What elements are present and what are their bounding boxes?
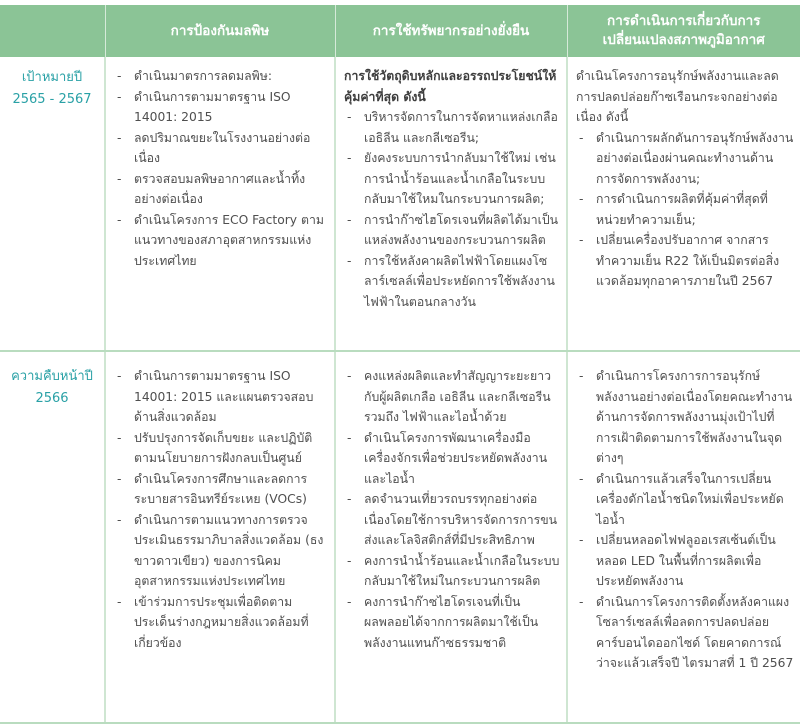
table-row-targets [0,57,800,351]
row-label-targets [0,57,105,351]
row-label-line1: ความคืบหน้าปี [11,369,93,384]
environment-goals-table [0,5,800,724]
list-item: - ดำเนินโครงการ ECO Factory ตามแนวทางของสภาอุตสาหกรรมแห่งประเทศไทย [114,210,328,272]
list-item: - บริหารจัดการในการจัดหาแหล่งเกลือ เอธิลีน และกลีเซอรีน; [344,107,560,148]
list-item: - ดำเนินการโครงการการอนุรักษ์พลังงานอย่างต่อเนื่องโดยคณะทำงานด้านการจัดการพลังงานมุ่งเป้าไปที่การเฝ้าติดตามการใช้พลังงานในจุดต่างๆ [576,366,794,469]
list-item: - คงแหล่งผลิตและทำสัญญาระยะยาวกับผู้ผลิตเกลือ เอธิลีน และกลีเซอรีน รวมถึง ไฟฟ้าและไอน้ำด้วย [344,366,560,428]
cell-progress-pollution [105,351,335,723]
header-pollution-prevention: การป้องกันมลพิษ [105,5,335,57]
header-row [0,5,800,57]
bullet-list [576,128,794,292]
bullet-list [114,66,328,271]
list-item: - ดำเนินโครงการศึกษาและลดการระบายสารอินทรีย์ระเหย (VOCs) [114,469,328,510]
cell-intro: การใช้วัตถุดิบหลักและอรรถประโยชน์ให้คุ้มค่าที่สุด ดังนี้ [344,69,557,104]
list-item: - ดำเนินการตามแนวทางการตรวจประเมินธรรมาภิบาลสิ่งแวดล้อม (ธงขาวดาวเขียว) ของการนิคมอุตสาหกรรมแห่งประเทศไทย [114,510,328,592]
list-item: - ปรับปรุงการจัดเก็บขยะ และปฏิบัติตามนโยบายการฝังกลบเป็นศูนย์ [114,428,328,469]
header-climate-change: การดำเนินการเกี่ยวกับการเปลี่ยนแปลงสภาพภูมิอากาศ [567,5,800,57]
list-item: - การดำเนินการผลิตที่คุ้มค่าที่สุดที่หน่วยทำความเย็น; [576,189,794,230]
list-item: - ดำเนินการตามมาตรฐาน ISO 14001: 2015 [114,87,328,128]
bullet-list [344,366,560,653]
list-item: - ลดจำนวนเที่ยวรถบรรทุกอย่างต่อเนื่องโดยใช้การบริหารจัดการการขนส่งและโลจิสติกส์ที่มีประสิทธิภาพ [344,489,560,551]
row-label-progress [0,351,105,723]
bullet-list [576,366,794,674]
bullet-list [114,366,328,653]
cell-progress-climate [567,351,800,723]
list-item: - ดำเนินการแล้วเสร็จในการเปลี่ยนเครื่องดักไอน้ำชนิดใหม่เพื่อประหยัดไอน้ำ [576,469,794,531]
list-item: - ยังคงระบบการนำกลับมาใช้ใหม่ เช่น การนำน้ำร้อนและน้ำเกลือในระบบกลับมาใช้ใหมในกระบวนการผลิต; [344,148,560,210]
table-row-progress [0,351,800,723]
list-item: - ดำเนินการผลักดันการอนุรักษ์พลังงานอย่างต่อเนื่องผ่านคณะทำงานด้านการจัดการพลังงาน; [576,128,794,190]
row-label-line2: 2566 [35,391,69,406]
list-item: - คงการนำน้ำร้อนและน้ำเกลือในระบบกลับมาใช้ใหม่ในกระบวนการผลิต [344,551,560,592]
list-item: - ดำเนินการโครงการติดตั้งหลังคาแผงโซลาร์เซลล์เพื่อลดการปลดปล่อยคาร์บอนไดออกไซด์ โดยคาดการณ์ว่าจะแล้วเสร็จปี ไตรมาสที่ 1 ปี 2567 [576,592,794,674]
cell-targets-climate [567,57,800,351]
list-item: - คงการนำก๊าซไฮโดรเจนที่เป็นผลพลอยได้จากการผลิตมาใช้เป็นพลังงานแทนก๊าซธรรมชาติ [344,592,560,654]
row-label-line2: 2565 - 2567 [12,92,92,107]
bullet-list [344,107,560,312]
row-label-line1: เป้าหมายปี [21,70,83,85]
list-item: - การนำก๊าซไฮโดรเจนที่ผลิตได้มาเป็นแหล่งพลังงานของกระบวนการผลิต [344,210,560,251]
cell-intro: ดำเนินโครงการอนุรักษ์พลังงานและลดการปลดปล่อยก๊าซเรือนกระจกอย่างต่อเนื่อง ดังนี้ [576,69,779,124]
list-item: - ดำเนินโครงการพัฒนาเครื่องมือเครื่องจักรเพื่อช่วยประหยัดพลังงานและไอน้ำ [344,428,560,490]
header-sustainable-resources: การใช้ทรัพยากรอย่างยั่งยืน [335,5,567,57]
header-blank [0,5,105,57]
list-item: - เข้าร่วมการประชุมเพื่อติดตามประเด็นร่างกฎหมายสิ่งแวดล้อมที่เกี่ยวข้อง [114,592,328,654]
cell-progress-resources [335,351,567,723]
list-item: - ตรวจสอบมลพิษอากาศและน้ำทิ้งอย่างต่อเนื่อง [114,169,328,210]
list-item: - ลดปริมาณขยะในโรงงานอย่างต่อเนื่อง [114,128,328,169]
list-item: - เปลี่ยนหลอดไฟฟลูออเรสเซ้นต์เป็นหลอด LED ในพื้นที่การผลิตเพื่อประหยัดพลังงาน [576,530,794,592]
list-item: - การใช้หลังคาผลิตไฟฟ้าโดยแผงโซลาร์เซลล์เพื่อประหยัดการใช้พลังงานไฟฟ้าในตอนกลางวัน [344,251,560,313]
list-item: - เปลี่ยนเครื่องปรับอากาศ จากสารทำความเย็น R22 ให้เป็นมิตรต่อสิ่งแวดล้อมทุกอาคารภายในปี 2567 [576,230,794,292]
cell-targets-resources [335,57,567,351]
cell-targets-pollution [105,57,335,351]
list-item: - ดำเนินมาตรการลดมลพิษ: [114,66,328,87]
list-item: - ดำเนินการตามมาตรฐาน ISO 14001: 2015 และแผนตรวจสอบด้านสิ่งแวดล้อม [114,366,328,428]
